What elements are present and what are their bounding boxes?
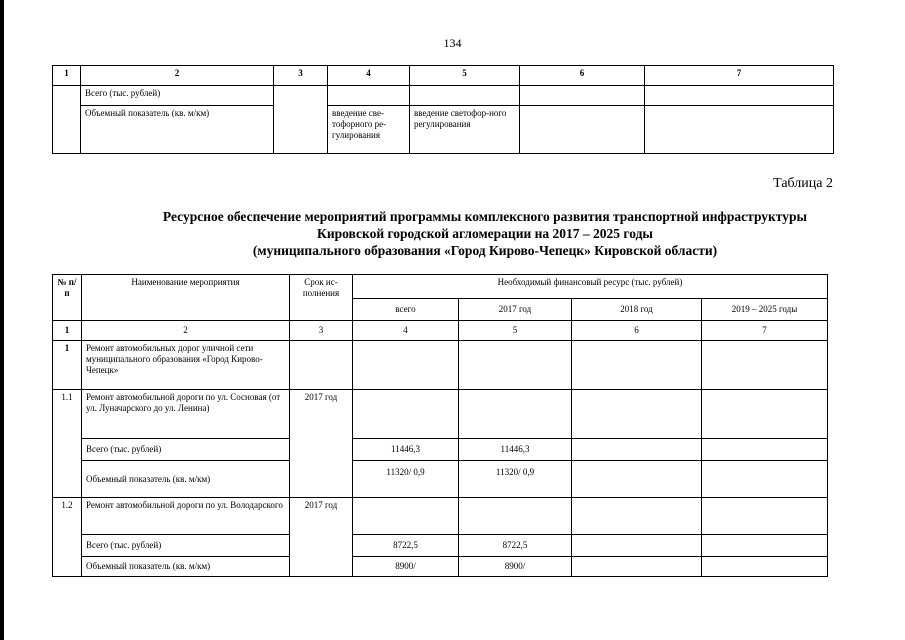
header-no: № п/п <box>53 275 82 321</box>
row-label: Всего (тыс. рублей) <box>82 535 290 557</box>
top-col-7: 7 <box>645 66 834 86</box>
row-2019 <box>702 439 828 461</box>
row-term: 2017 год <box>290 498 353 577</box>
row-name: Ремонт автомобильной дороги по ул. Володарского <box>82 498 290 535</box>
header-total: всего <box>353 299 459 321</box>
header-resource: Необходимый финансовый ресурс (тыс. рублей) <box>353 275 828 299</box>
num-2: 2 <box>82 321 290 341</box>
top-total-5 <box>410 86 520 106</box>
top-volume-4: введение све-тофорного ре-гулирования <box>328 106 410 154</box>
header-term: Срок ис-полнения <box>290 275 353 321</box>
num-5: 5 <box>459 321 572 341</box>
row-2018 <box>572 439 702 461</box>
row-name: Ремонт автомобильной дороги по ул. Сосновая (от ул. Луначарского до ул. Ленина) <box>82 390 290 439</box>
header-2019-2025: 2019 – 2025 годы <box>702 299 828 321</box>
header-row-1 <box>53 275 828 299</box>
row-name: Ремонт автомобильных дорог уличной сети муниципального образования «Город Кирово-Чепецк» <box>82 341 290 390</box>
table-heading <box>70 208 900 259</box>
num-6: 6 <box>572 321 702 341</box>
row-no: 1 <box>53 341 82 390</box>
top-empty-term <box>274 86 328 154</box>
row-term <box>290 341 353 390</box>
table-row <box>53 498 828 535</box>
table-row <box>53 390 828 439</box>
row-2019 <box>702 461 828 498</box>
top-col-2: 2 <box>81 66 274 86</box>
row-2017: 11446,3 <box>459 439 572 461</box>
header-name: Наименование мероприятия <box>82 275 290 321</box>
top-col-6: 6 <box>520 66 645 86</box>
top-volume-5: введение светофор-ного регулирования <box>410 106 520 154</box>
table-row <box>53 557 828 577</box>
num-7: 7 <box>702 321 828 341</box>
row-label: Объемный показатель (кв. м/км) <box>82 557 290 577</box>
top-table-header <box>53 66 834 86</box>
row-2018 <box>572 535 702 557</box>
row-2018 <box>572 557 702 577</box>
row-total: 11446,3 <box>353 439 459 461</box>
row-2017 <box>459 341 572 390</box>
top-volume-7 <box>645 106 834 154</box>
row-total: 8722,5 <box>353 535 459 557</box>
row-2017 <box>459 390 572 439</box>
table-row <box>53 535 828 557</box>
row-2019 <box>702 535 828 557</box>
page-number: 134 <box>443 36 462 50</box>
top-total-label: Всего (тыс. рублей) <box>81 86 274 106</box>
row-2019 <box>702 341 828 390</box>
top-row-total <box>53 86 834 106</box>
row-2017: 11320/ 0,9 <box>459 461 572 498</box>
row-2018 <box>572 341 702 390</box>
top-empty-no <box>53 86 81 154</box>
scan-edge <box>0 0 4 640</box>
header-2017: 2017 год <box>459 299 572 321</box>
num-4: 4 <box>353 321 459 341</box>
row-label: Объемный показатель (кв. м/км) <box>82 461 290 498</box>
table-row <box>53 341 828 390</box>
row-total <box>353 390 459 439</box>
row-2019 <box>702 498 828 535</box>
row-no: 1.1 <box>53 390 82 498</box>
row-2019 <box>702 557 828 577</box>
top-volume-label: Объемный показатель (кв. м/км) <box>81 106 274 154</box>
row-total <box>353 341 459 390</box>
row-2017 <box>459 498 572 535</box>
top-volume-6 <box>520 106 645 154</box>
row-2018 <box>572 390 702 439</box>
row-no: 1.2 <box>53 498 82 577</box>
heading-line-3: (муниципального образования «Город Кирово-Чепецк» Кировской области) <box>252 243 718 258</box>
row-total <box>353 498 459 535</box>
num-1: 1 <box>53 321 82 341</box>
row-total: 8900/ <box>353 557 459 577</box>
top-table <box>52 65 834 154</box>
row-2018 <box>572 498 702 535</box>
top-total-7 <box>645 86 834 106</box>
header-2018: 2018 год <box>572 299 702 321</box>
row-2018 <box>572 461 702 498</box>
row-2017: 8900/ <box>459 557 572 577</box>
table-caption: Таблица 2 <box>773 176 833 191</box>
row-total: 11320/ 0,9 <box>353 461 459 498</box>
top-row-volume <box>53 106 834 154</box>
num-3: 3 <box>290 321 353 341</box>
top-col-1: 1 <box>53 66 81 86</box>
top-col-5: 5 <box>410 66 520 86</box>
table-row <box>53 461 828 498</box>
resource-table <box>52 274 828 577</box>
row-label: Всего (тыс. рублей) <box>82 439 290 461</box>
row-term: 2017 год <box>290 390 353 498</box>
row-2019 <box>702 390 828 439</box>
top-total-4 <box>328 86 410 106</box>
top-col-4: 4 <box>328 66 410 86</box>
top-total-6 <box>520 86 645 106</box>
table-row <box>53 439 828 461</box>
top-col-3: 3 <box>274 66 328 86</box>
heading-line-2: Кировской городской агломерации на 2017 – 2025 годы <box>317 226 653 241</box>
number-row <box>53 321 828 341</box>
heading-line-1: Ресурсное обеспечение мероприятий программы комплексного развития транспортной инфраструктуры <box>162 209 808 224</box>
row-2017: 8722,5 <box>459 535 572 557</box>
